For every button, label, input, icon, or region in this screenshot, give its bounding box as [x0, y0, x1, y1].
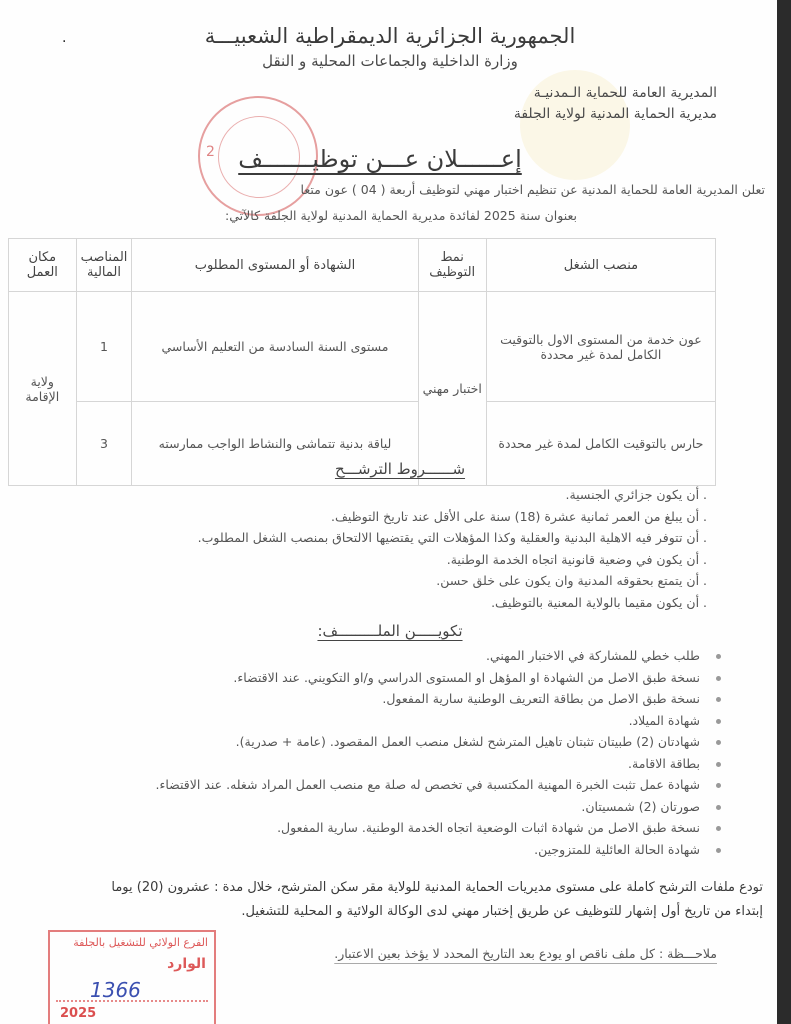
header-num: المناصب المالية: [76, 239, 132, 292]
list-item: [156, 796, 721, 818]
page-title: إعــــــلان عـــن توظيـــــــف: [238, 145, 522, 173]
bullet-icon: [716, 654, 721, 659]
list-item: . أن يبلغ من العمر ثمانية عشرة (18) سنة على الأقل عند تاريخ التوظيف.: [331, 508, 707, 524]
note: ملاحـــظة : كل ملف ناقص او يودع بعد التاريخ المحدد لا يؤخذ بعين الاعتبار.: [334, 946, 717, 961]
cell-cert: لياقة بدنية تتماشى والنشاط الواجب ممارسته: [132, 402, 418, 486]
stamp-handwritten-number: 1366: [90, 978, 141, 1002]
list-item-text: نسخة طبق الاصل من شهادة اثبات الوضعية اتجاه الخدمة الوطنية. سارية المفعول.: [277, 820, 700, 835]
deposit-line-1: تودع ملفات الترشح كاملة على مستوى مديريات الحماية المدنية للولاية مقر سكن المترشح، خلال مدة : عشرون (20) يوما: [111, 880, 763, 895]
header-cert: الشهادة أو المستوى المطلوب: [132, 239, 418, 292]
list-item-text: شهادة الميلاد.: [628, 712, 700, 728]
conditions-title: شــــــروط الترشـــح: [334, 460, 466, 478]
list-item-text: شهادة عمل تثبت الخبرة المهنية المكتسبة في تخصص له صلة مع منصب العمل المراد شغله. عند الاقتضاء.: [155, 777, 700, 792]
deposit-line-2: إبتداء من تاريخ أول إشهار للتوظيف عن طريق إختبار مهني لدى الوكالة الولائية و المحلية للتشغيل.: [241, 904, 763, 919]
directorate-general: المديرية العامة للحماية الـمدنيـة: [533, 85, 717, 101]
bullet-icon: [716, 848, 721, 853]
list-item-text: شهادة الحالة العائلية للمتزوجين.: [534, 841, 700, 857]
bullet-icon: [716, 719, 721, 724]
header-mode: نمط التوظيف: [418, 239, 486, 292]
list-item: [156, 645, 721, 667]
list-item: . أن يكون مقيما بالولاية المعنية بالتوظيف.: [491, 594, 707, 610]
header-place: مكان العمل: [9, 239, 77, 292]
list-item-text: شهادتان (2) طبيتان تثبتان تاهيل المترشح لشغل منصب العمل المقصود. (عامة + صدرية).: [235, 734, 700, 749]
list-item: [156, 731, 721, 753]
file-list: [156, 645, 721, 860]
list-item: [156, 839, 721, 861]
intro-line-1: تعلن المديرية العامة للحماية المدنية عن تنظيم اختبار مهني لتوظيف أربعة ( 04 ) عون متعا: [300, 182, 765, 197]
list-item: [156, 710, 721, 732]
list-item: . أن تتوفر فيه الاهلية البدنية والعقلية وكذا المؤهلات التي يقتضيها الالتحاق بمنصب الشغل المطلوب.: [197, 530, 707, 545]
intro-line-2: بعنوان سنة 2025 لفائدة مديرية الحماية المدنية لولاية الجلفة كالآتي:: [225, 208, 577, 223]
list-item-text: نسخة طبق الاصل من بطاقة التعريف الوطنية سارية المفعول.: [382, 691, 700, 706]
round-seal-number: 2: [206, 144, 215, 160]
list-item-text: بطاقة الاقامة.: [628, 755, 700, 771]
stamp-year: 2025: [60, 1006, 97, 1021]
bullet-icon: [716, 783, 721, 788]
cell-num: 1: [76, 292, 132, 402]
list-item-text: طلب خطي للمشاركة في الاختبار المهني.: [486, 648, 700, 663]
list-item: . أن يكون في وضعية قانونية اتجاه الخدمة الوطنية.: [446, 551, 707, 567]
directorate-local: مديرية الحماية المدنية لولاية الجلفة: [513, 106, 717, 122]
list-item: [156, 817, 721, 839]
corner-mark: .: [62, 30, 67, 46]
cell-place: ولاية الإقامة: [9, 292, 77, 486]
list-item: [156, 774, 721, 796]
list-item: [156, 667, 721, 689]
table-header-row: [9, 239, 716, 292]
list-item: . أن يتمتع بحقوقه المدنية وان يكون على خلق حسن.: [436, 573, 707, 588]
stamp-dotted-line: [56, 1000, 208, 1002]
bullet-icon: [716, 740, 721, 745]
bullet-icon: [716, 762, 721, 767]
cell-mode: اختبار مهني: [418, 292, 486, 486]
bullet-icon: [716, 676, 721, 681]
list-item: . أن يكون جزائري الجنسية.: [565, 487, 707, 502]
cell-post: حارس بالتوقيت الكامل لمدة غير محددة: [486, 402, 715, 486]
bullet-icon: [716, 805, 721, 810]
header-post: منصب الشغل: [486, 239, 715, 292]
bullet-icon: [716, 826, 721, 831]
conditions-list: [198, 484, 707, 613]
stamp-line-1: الفرع الولائي للتشغيل بالجلفة: [73, 936, 208, 949]
reception-stamp: [48, 930, 216, 1024]
stamp-line-2: الوارد: [167, 956, 206, 972]
list-item: [156, 688, 721, 710]
ministry-heading: وزارة الداخلية والجماعات المحلية و النقل: [262, 52, 518, 70]
bullet-icon: [716, 697, 721, 702]
file-title: تكويـــــن الملـــــــــف:: [317, 622, 463, 640]
table-row: [9, 292, 716, 402]
list-item: [156, 753, 721, 775]
republic-heading: الجمهورية الجزائرية الديمقراطية الشعبيـــة: [204, 24, 576, 48]
cell-num: 3: [76, 402, 132, 486]
jobs-table: [8, 238, 716, 486]
cell-post: عون خدمة من المستوى الاول بالتوقيت الكامل لمدة غير محددة: [486, 292, 715, 402]
list-item-text: صورتان (2) شمسيتان.: [581, 798, 700, 814]
cell-cert: مستوى السنة السادسة من التعليم الأساسي: [132, 292, 418, 402]
list-item-text: نسخة طبق الاصل من الشهادة او المؤهل او المستوى الدراسي و/او التكويني. عند الاقتضاء.: [233, 669, 700, 685]
scan-edge: [777, 0, 791, 1024]
